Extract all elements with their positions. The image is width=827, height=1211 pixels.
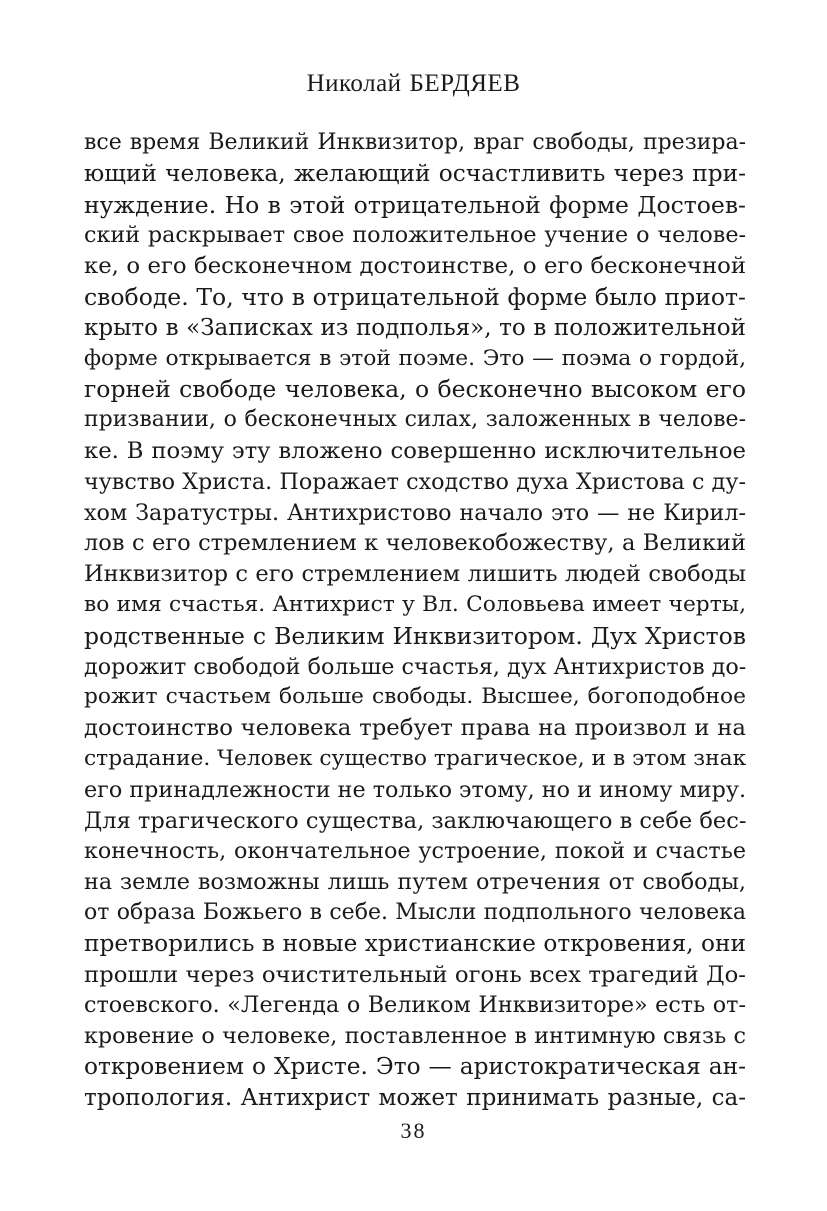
text-line: страдание. Человек существо трагическое, и в этом знак xyxy=(84,745,746,771)
text-line: рожит счастьем больше свободы. Высшее, богоподобное xyxy=(84,684,746,710)
text-line: стоевского. «Легенда о Великом Инквизиторе» есть от- xyxy=(84,992,746,1019)
text-line: нуждение. Но в этой отрицательной форме Достоев- xyxy=(84,190,746,219)
text-line: родственные с Великим Инквизитором. Дух Христов xyxy=(84,621,746,650)
text-line: достоинство человека требует права на произвол и на xyxy=(84,715,746,742)
text-line: ке. В поэму эту вложено совершенно исключительное xyxy=(84,437,746,464)
text-line: все время Великий Инквизитор, враг свободы, презира- xyxy=(84,130,746,155)
text-line: конечность, окончательное устроение, покой и счастье xyxy=(84,838,746,865)
text-line: тропология. Антихрист может принимать разные, са- xyxy=(84,1084,746,1111)
text-line: ский раскрывает свое положительное учение о челове- xyxy=(84,222,746,249)
text-line: чувство Христа. Поражает сходство духа Христова с ду- xyxy=(84,468,746,495)
text-line: хом Заратустры. Антихристово начало это — не Кирил- xyxy=(84,499,746,526)
body-text xyxy=(84,128,746,1114)
text-line: ке, о его бесконечном достоинстве, о его бесконечной xyxy=(84,253,746,280)
page-number: 38 xyxy=(400,1118,427,1143)
text-line: Для трагического существа, заключающего в себе бес- xyxy=(84,807,746,834)
text-line: прошли через очистительный огонь всех трагедий До- xyxy=(84,961,746,988)
text-line: горней свободе человека, о бесконечно высоком его xyxy=(84,375,746,404)
text-line: лов с его стремлением к человекобожеству, а Великий xyxy=(84,530,746,557)
author-last-name: БЕРДЯЕВ xyxy=(409,70,521,97)
text-line: на земле возможны лишь путем отречения от свободы, xyxy=(84,869,746,896)
text-line: кровение о человеке, поставленное в интимную связь с xyxy=(84,1023,746,1050)
text-line: призвании, о бесконечных силах, заложенных в челове- xyxy=(84,407,746,433)
text-line: ющий человека, желающий осчастливить через при- xyxy=(84,159,746,187)
text-line: от образа Божьего в себе. Мысли подпольного человека xyxy=(84,899,746,925)
text-line: крыто в «Записках из подполья», то в положительной xyxy=(84,314,746,341)
running-header xyxy=(0,70,827,98)
text-line: свободе. То, что в отрицательной форме было приот- xyxy=(84,282,746,311)
author-first-name: Николай xyxy=(306,70,402,97)
text-line: претворились в новые христианские откровения, они xyxy=(84,929,746,957)
text-line: форме открывается в этой поэме. Это — поэма о гордой, xyxy=(84,345,746,371)
text-line: дорожит свободой больше счастья, дух Антихристов до- xyxy=(84,653,746,680)
text-line: Инквизитор с его стремлением лишить людей свободы xyxy=(84,561,746,588)
text-line: во имя счастья. Антихрист у Вл. Соловьева имеет черты, xyxy=(84,591,746,617)
text-line: его принадлежности не только этому, но и иному миру. xyxy=(84,776,746,803)
text-line: откровением о Христе. Это — аристократическая ан- xyxy=(84,1052,746,1080)
